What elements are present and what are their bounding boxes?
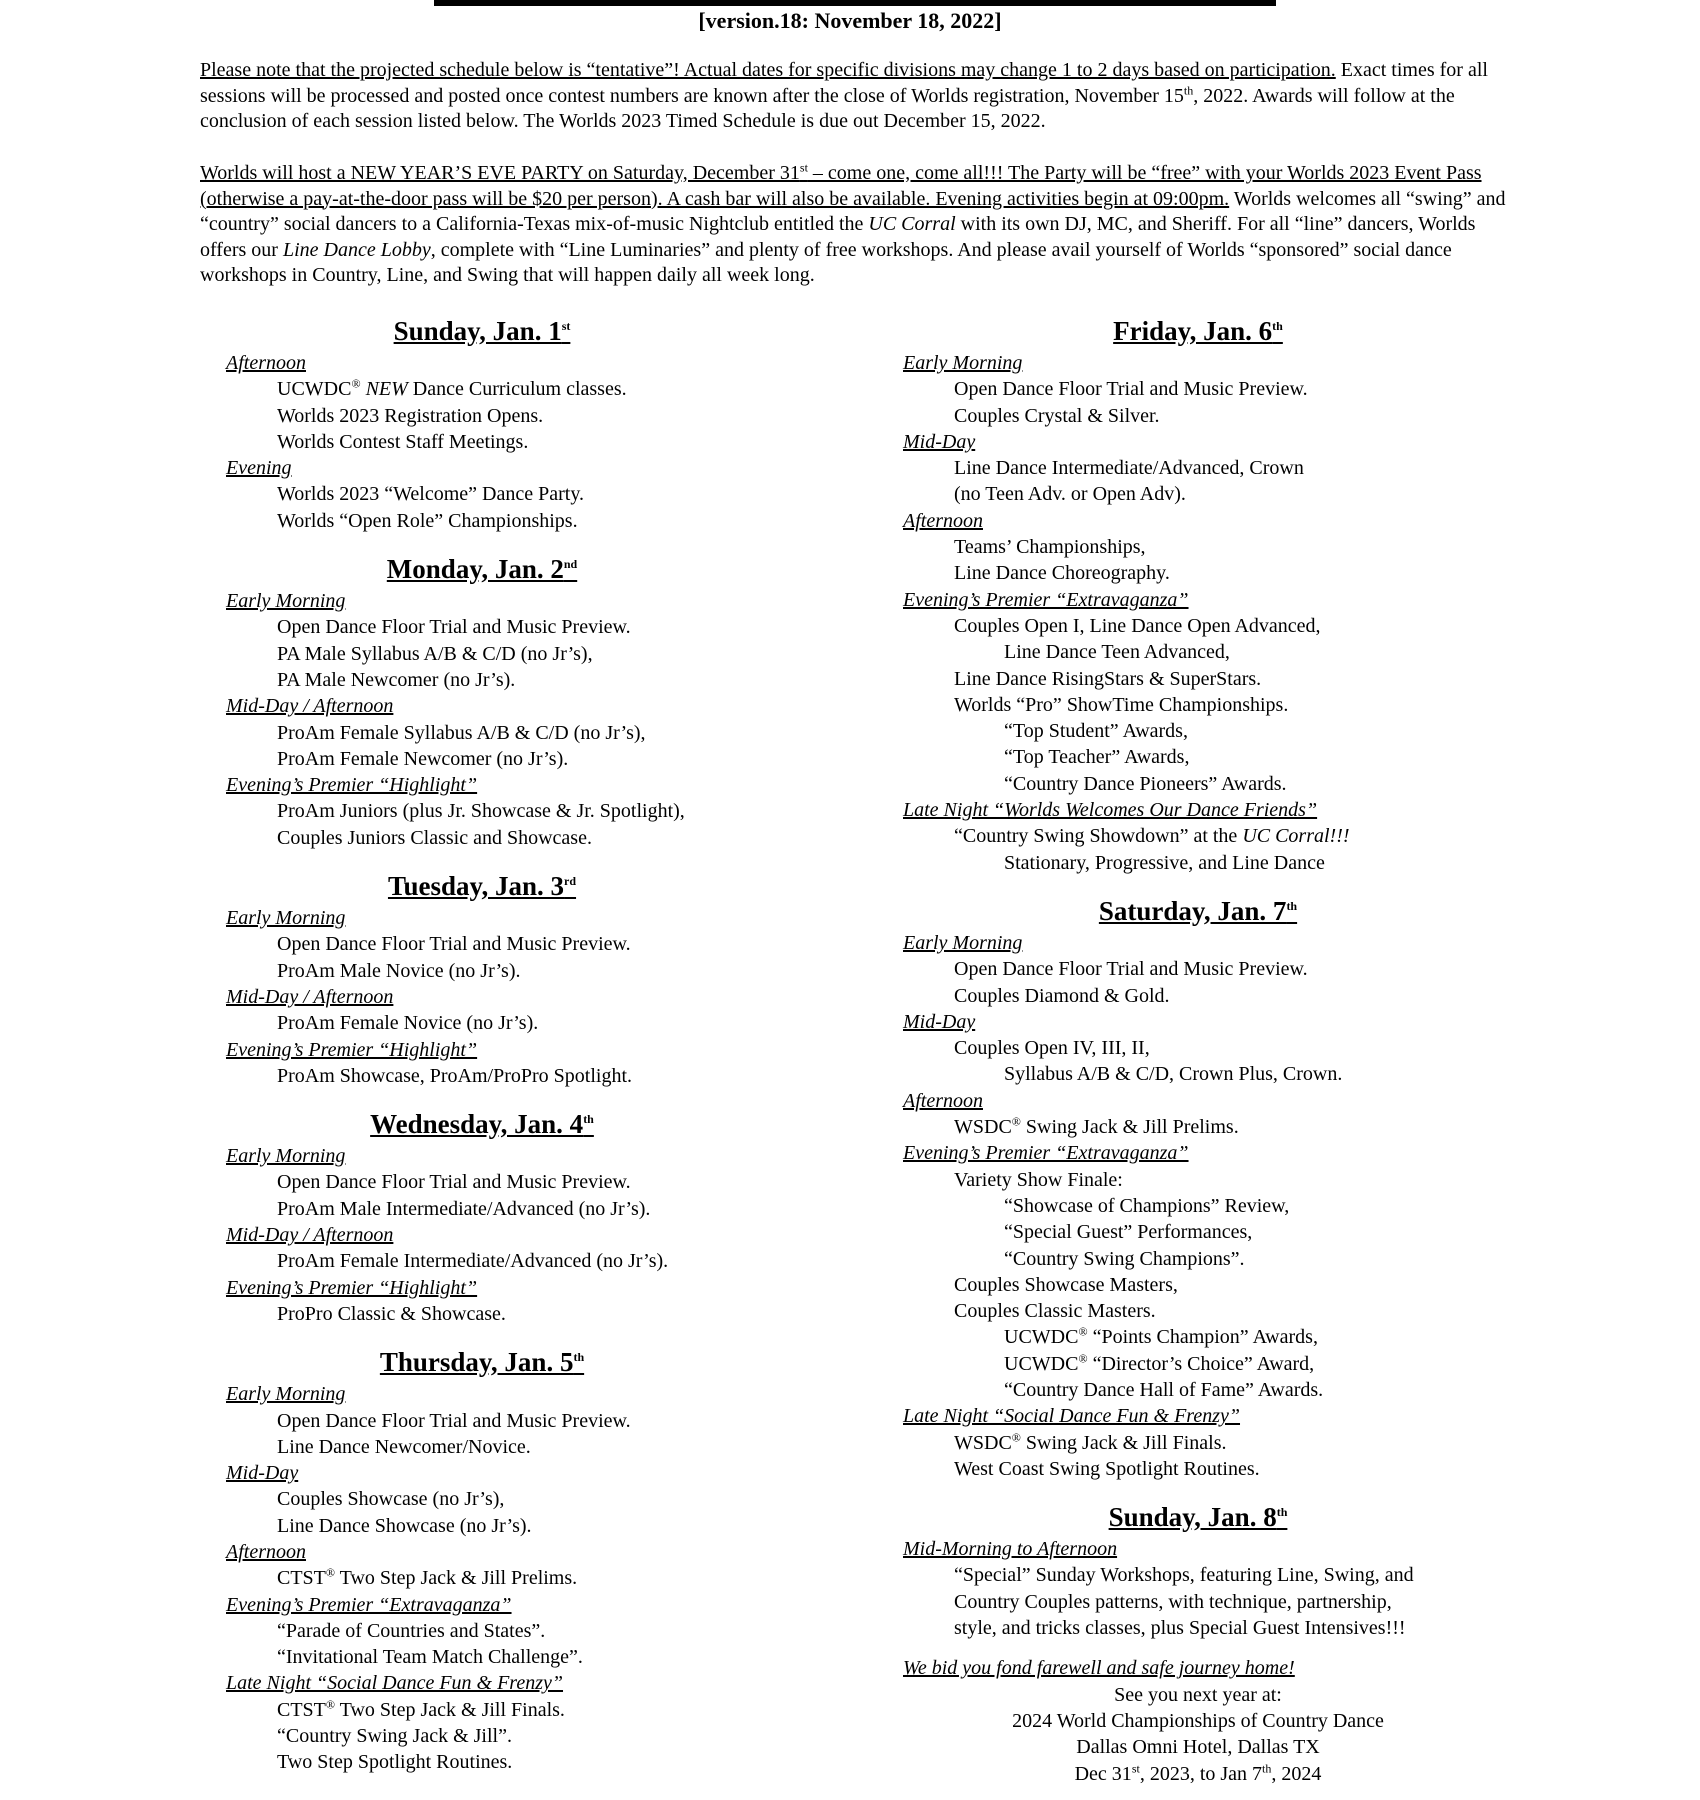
farewell-line: We bid you fond farewell and safe journey home! xyxy=(903,1657,1295,1680)
superscript: th xyxy=(573,1350,585,1365)
registered-mark: ® xyxy=(325,1565,336,1580)
schedule-item: Teams’ Championships, xyxy=(954,536,1146,559)
schedule-item: ProAm Male Intermediate/Advanced (no Jr’s). xyxy=(277,1197,651,1220)
schedule-item: Worlds 2023 Registration Opens. xyxy=(277,404,544,427)
day-heading xyxy=(903,1498,1493,1536)
superscript: th xyxy=(583,1112,594,1127)
session-heading: Afternoon xyxy=(903,509,983,532)
schedule-item: “Country Dance Hall of Fame” Awards. xyxy=(1004,1378,1324,1401)
left-column xyxy=(226,312,816,1776)
day-title: Monday, Jan. 2 xyxy=(386,554,564,585)
day-tuesday-jan-3 xyxy=(226,867,816,1089)
schedule-item: ProAm Male Novice (no Jr’s). xyxy=(277,959,521,982)
schedule-item: Worlds Contest Staff Meetings. xyxy=(277,430,529,453)
party-text: – come one, come all!!! The Party will be “free” with your Worlds 2023 Event Pass (otherwise a pay-at-the-door pass will be $20 per person). A cash bar will also be available. Evening activities begin at 09:00pm. xyxy=(200,162,1482,210)
session-heading: Evening’s Premier “Extravaganza” xyxy=(903,588,1189,611)
schedule-item: Variety Show Finale: xyxy=(954,1168,1123,1191)
item-text: Two Step Jack & Jill Prelims. xyxy=(335,1567,578,1590)
schedule-item: Open Dance Floor Trial and Music Preview. xyxy=(277,1171,631,1194)
session-heading: Mid-Morning to Afternoon xyxy=(903,1538,1118,1561)
schedule-item: ProAm Showcase, ProAm/ProPro Spotlight. xyxy=(277,1064,633,1087)
schedule-item: “Special” Sunday Workshops, featuring Line, Swing, and xyxy=(954,1564,1414,1587)
intro-text: Exact times for all sessions will be processed and posted once contest numbers are known after the close of Worlds registration, November 15 xyxy=(200,59,1488,107)
schedule-item: (no Teen Adv. or Open Adv). xyxy=(954,483,1186,506)
intro-text: with its own DJ, MC, and Sheriff. For all “line” dancers, Worlds offers our xyxy=(200,213,1476,261)
schedule-item xyxy=(226,376,816,402)
schedule-item: “Country Swing Jack & Jill”. xyxy=(277,1725,512,1748)
superscript: rd xyxy=(564,874,577,889)
schedule-item: Stationary, Progressive, and Line Dance xyxy=(1004,851,1325,874)
superscript: st xyxy=(1131,1760,1140,1775)
day-title: Sunday, Jan. 8 xyxy=(1108,1502,1277,1533)
day-title: Tuesday, Jan. 3 xyxy=(387,871,565,902)
schedule-item: Couples Classic Masters. xyxy=(954,1300,1156,1323)
schedule-item: Worlds “Pro” ShowTime Championships. xyxy=(954,693,1289,716)
org-name: WSDC xyxy=(954,1431,1012,1454)
uc-corral-text: UC Corral xyxy=(868,213,956,236)
session-heading: Afternoon xyxy=(226,352,306,374)
schedule-item: West Coast Swing Spotlight Routines. xyxy=(954,1457,1260,1480)
session-heading: Afternoon xyxy=(226,1540,306,1563)
intro-text: , 2022. Awards will follow at the conclusion of each session listed below. The Worlds 2023 Timed Schedule is due out December 15, 2022. xyxy=(200,84,1455,133)
schedule-item: Open Dance Floor Trial and Music Preview. xyxy=(277,1409,631,1432)
closing-line: Dallas Omni Hotel, Dallas TX xyxy=(1076,1736,1320,1759)
day-title: Sunday, Jan. 1 xyxy=(393,316,562,346)
org-name: CTST xyxy=(277,1567,326,1590)
schedule-item: Couples Showcase (no Jr’s), xyxy=(277,1488,505,1511)
day-wednesday-jan-4 xyxy=(226,1105,816,1327)
schedule-item: ProAm Female Novice (no Jr’s). xyxy=(277,1012,539,1035)
schedule-item: “Parade of Countries and States”. xyxy=(277,1619,546,1642)
org-name: UCWDC xyxy=(1004,1352,1079,1375)
schedule-item: Couples Diamond & Gold. xyxy=(954,984,1170,1007)
item-text: “Director’s Choice” Award, xyxy=(1087,1352,1315,1375)
schedule-item: Country Couples patterns, with technique, partnership, xyxy=(954,1590,1392,1613)
schedule-item: Couples Open I, Line Dance Open Advanced, xyxy=(954,614,1321,637)
day-title: Saturday, Jan. 7 xyxy=(1098,895,1287,926)
schedule-item: “Top Student” Awards, xyxy=(1004,720,1188,743)
schedule-item xyxy=(226,1697,816,1723)
superscript: th xyxy=(1183,82,1194,97)
party-text: Worlds will host a NEW YEAR’S EVE PARTY on Saturday, December 31 xyxy=(200,162,800,184)
tentative-note: Please note that the projected schedule below is “tentative”! Actual dates for specific divisions may change 1 to 2 days based on participation. xyxy=(200,59,1336,81)
session-heading: Evening’s Premier “Extravaganza” xyxy=(903,1142,1189,1165)
new-label: NEW xyxy=(365,378,408,401)
session-heading: Evening xyxy=(226,457,292,480)
version-line: [version.18: November 18, 2022] xyxy=(698,8,1002,33)
item-text: “Points Champion” Awards, xyxy=(1087,1326,1318,1349)
session-heading: Evening’s Premier “Extravaganza” xyxy=(226,1593,512,1616)
date-text: Dec 31 xyxy=(1074,1762,1132,1785)
superscript: st xyxy=(561,319,571,333)
superscript: th xyxy=(1262,1760,1272,1775)
day-heading xyxy=(903,892,1493,930)
schedule-item: “Top Teacher” Awards, xyxy=(1004,746,1190,769)
day-heading xyxy=(226,1343,738,1381)
intro-text: Worlds welcomes all “swing” and “country” social dancers to a California-Texas mix-of-music Nightclub entitled the xyxy=(200,187,1506,236)
registered-mark: ® xyxy=(1011,1429,1021,1444)
schedule-item: “Country Dance Pioneers” Awards. xyxy=(1004,772,1287,795)
day-heading xyxy=(226,312,738,350)
schedule-item: Line Dance Choreography. xyxy=(954,562,1170,585)
closing-section xyxy=(903,1655,1553,1786)
registered-mark: ® xyxy=(1078,1324,1088,1339)
registered-mark: ® xyxy=(351,376,361,391)
schedule-item: Syllabus A/B & C/D, Crown Plus, Crown. xyxy=(1004,1063,1343,1086)
registered-mark: ® xyxy=(1078,1351,1088,1366)
day-friday-jan-6 xyxy=(903,312,1553,876)
line-dance-lobby-text: Line Dance Lobby xyxy=(282,238,431,261)
session-heading: Late Night “Social Dance Fun & Frenzy” xyxy=(226,1672,564,1695)
session-heading: Early Morning xyxy=(226,590,346,613)
session-heading: Mid-Day / Afternoon xyxy=(226,985,394,1008)
schedule-item xyxy=(226,1565,816,1591)
schedule-item: Line Dance Teen Advanced, xyxy=(1004,641,1230,664)
item-text: Two Step Jack & Jill Finals. xyxy=(335,1698,565,1721)
item-text: Swing Jack & Jill Prelims. xyxy=(1020,1116,1239,1139)
uc-corral-text: UC Corral!!! xyxy=(1242,825,1350,848)
day-title: Thursday, Jan. 5 xyxy=(379,1347,574,1378)
session-heading: Mid-Day / Afternoon xyxy=(226,1224,394,1247)
day-heading xyxy=(226,867,738,905)
day-sunday-jan-8 xyxy=(903,1498,1553,1641)
schedule-item: ProPro Classic & Showcase. xyxy=(277,1302,506,1325)
schedule-item: Couples Showcase Masters, xyxy=(954,1273,1178,1296)
day-thursday-jan-5 xyxy=(226,1343,816,1775)
date-text: , 2023, to Jan 7 xyxy=(1139,1762,1263,1785)
schedule-item: Open Dance Floor Trial and Music Preview. xyxy=(277,933,631,956)
session-heading: Early Morning xyxy=(903,352,1023,374)
right-column xyxy=(903,312,1553,1787)
schedule-item: PA Male Syllabus A/B & C/D (no Jr’s), xyxy=(277,642,593,665)
session-heading: Late Night “Social Dance Fun & Frenzy” xyxy=(903,1405,1241,1428)
day-heading xyxy=(226,550,738,588)
schedule-item: Open Dance Floor Trial and Music Preview. xyxy=(954,958,1308,981)
schedule-item: “Special Guest” Performances, xyxy=(1004,1221,1253,1244)
date-text: , 2024 xyxy=(1271,1762,1322,1785)
schedule-item: style, and tricks classes, plus Special Guest Intensives!!! xyxy=(954,1617,1406,1640)
superscript: th xyxy=(1272,319,1283,333)
intro-paragraph-1 xyxy=(200,58,1510,135)
schedule-item: Line Dance RisingStars & SuperStars. xyxy=(954,667,1262,690)
item-text: “Country Swing Showdown” at the xyxy=(954,825,1243,848)
session-heading: Early Morning xyxy=(226,1383,346,1406)
session-heading: Early Morning xyxy=(226,1145,346,1168)
superscript: th xyxy=(1276,1505,1288,1520)
session-heading: Mid-Day xyxy=(226,1462,299,1485)
day-title: Friday, Jan. 6 xyxy=(1113,316,1273,346)
schedule-item: ProAm Female Intermediate/Advanced (no Jr’s). xyxy=(277,1250,669,1273)
day-heading xyxy=(903,312,1493,350)
superscript: th xyxy=(1286,898,1298,913)
schedule-item: Two Step Spotlight Routines. xyxy=(277,1751,513,1774)
superscript: st xyxy=(799,160,808,175)
closing-dates xyxy=(903,1761,1493,1787)
org-name: UCWDC xyxy=(1004,1326,1079,1349)
day-heading xyxy=(226,1105,738,1143)
item-text: Dance Curriculum classes. xyxy=(407,378,627,401)
org-name: UCWDC xyxy=(277,378,352,401)
day-monday-jan-2 xyxy=(226,550,816,851)
session-heading: Evening’s Premier “Highlight” xyxy=(226,774,478,797)
schedule-item: PA Male Newcomer (no Jr’s). xyxy=(277,668,516,691)
schedule-item xyxy=(903,1114,1553,1140)
session-heading: Evening’s Premier “Highlight” xyxy=(226,1038,478,1061)
schedule-item: Open Dance Floor Trial and Music Preview. xyxy=(954,378,1308,401)
session-heading: Evening’s Premier “Highlight” xyxy=(226,1276,478,1299)
schedule-item: ProAm Juniors (plus Jr. Showcase & Jr. Spotlight), xyxy=(277,800,685,823)
schedule-item xyxy=(903,1430,1553,1456)
schedule-item: Couples Open IV, III, II, xyxy=(954,1037,1150,1060)
schedule-item: Couples Crystal & Silver. xyxy=(954,404,1160,427)
schedule-item: Line Dance Showcase (no Jr’s). xyxy=(277,1514,532,1537)
schedule-item: “Showcase of Champions” Review, xyxy=(1004,1194,1290,1217)
intro-text: , complete with “Line Luminaries” and plenty of free workshops. And please avail yourself of Worlds “sponsored” social dance workshops in Country, Line, and Swing that will happen daily all week long. xyxy=(200,238,1452,287)
session-heading: Mid-Day xyxy=(903,430,976,453)
schedule-item: “Invitational Team Match Challenge”. xyxy=(277,1646,583,1669)
schedule-item: ProAm Female Newcomer (no Jr’s). xyxy=(277,747,569,770)
schedule-item: Worlds “Open Role” Championships. xyxy=(277,509,578,532)
schedule-item xyxy=(903,1324,1553,1350)
schedule-item: Worlds 2023 “Welcome” Dance Party. xyxy=(277,483,585,506)
schedule-item: Couples Juniors Classic and Showcase. xyxy=(277,826,592,849)
session-heading: Mid-Day xyxy=(903,1010,976,1033)
registered-mark: ® xyxy=(1011,1114,1021,1129)
schedule-item: ProAm Female Syllabus A/B & C/D (no Jr’s), xyxy=(277,721,646,744)
intro-paragraph-2 xyxy=(200,161,1510,289)
org-name: WSDC xyxy=(954,1116,1012,1139)
item-text: Swing Jack & Jill Finals. xyxy=(1020,1431,1227,1454)
schedule-item: Line Dance Newcomer/Novice. xyxy=(277,1435,531,1458)
schedule-item xyxy=(903,1351,1553,1377)
session-heading: Mid-Day / Afternoon xyxy=(226,695,394,718)
org-name: CTST xyxy=(277,1698,326,1721)
day-title: Wednesday, Jan. 4 xyxy=(370,1109,584,1140)
schedule-item: Line Dance Intermediate/Advanced, Crown xyxy=(954,457,1304,480)
registered-mark: ® xyxy=(325,1697,336,1712)
superscript: nd xyxy=(563,557,578,572)
session-heading: Afternoon xyxy=(903,1089,983,1112)
session-heading: Late Night “Worlds Welcomes Our Dance Friends” xyxy=(903,799,1318,822)
session-heading: Early Morning xyxy=(226,907,346,930)
schedule-item: “Country Swing Champions”. xyxy=(1004,1247,1245,1270)
closing-line: 2024 World Championships of Country Dance xyxy=(1012,1709,1384,1732)
day-sunday-jan-1 xyxy=(226,312,816,534)
session-heading: Early Morning xyxy=(903,931,1023,954)
schedule-item: Open Dance Floor Trial and Music Preview. xyxy=(277,616,631,639)
schedule-item xyxy=(903,823,1553,849)
day-saturday-jan-7 xyxy=(903,892,1553,1482)
closing-line: See you next year at: xyxy=(1114,1683,1282,1706)
